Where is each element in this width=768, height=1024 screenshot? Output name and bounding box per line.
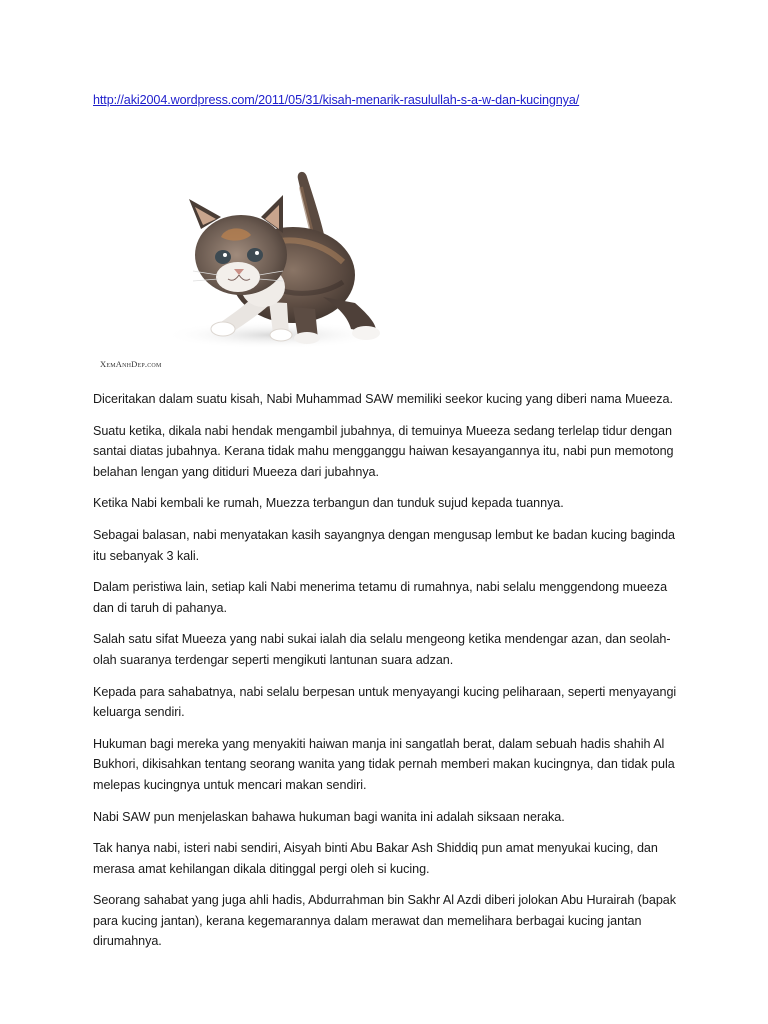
- paragraph: Ketika Nabi kembali ke rumah, Muezza terbangun dan tunduk sujud kepada tuannya.: [93, 496, 564, 511]
- paragraph: Hukuman bagi mereka yang menyakiti haiwan manja ini sangatlah berat, dalam sebuah hadis shahih Al Bukhori, dikisahkan tentang seorang wanita yang tidak pernah memberi makan kucingnya, dan tidak pula melepas kucingnya untuk mencari makan sendiri.: [93, 736, 675, 792]
- paragraph: Tak hanya nabi, isteri nabi sendiri, Aisyah binti Abu Bakar Ash Shiddiq pun amat menyukai kucing, dan merasa amat kehilangan dikala ditinggal pergi oleh si kucing.: [93, 841, 658, 876]
- article-body: [93, 389, 683, 963]
- paragraph: Suatu ketika, dikala nabi hendak mengambil jubahnya, di temuinya Mueeza sedang terlelap tidur dengan santai diatas jubahnya. Kerana tidak mahu mengganggu haiwan kesayangannya itu, nabi pun memotong belahan lengan yang ditiduri Mueeza dari jubahnya.: [93, 423, 674, 479]
- paragraph: Seorang sahabat yang juga ahli hadis, Abdurrahman bin Sakhr Al Azdi diberi jolokan Abu Hurairah (bapak para kucing jantan), kerana kegemarannya dalam merawat dan memelihara berbagai kucing jantan dirumahnya.: [93, 893, 676, 949]
- paragraph: Kepada para sahabatnya, nabi selalu berpesan untuk menyayangi kucing peliharaan, seperti menyayangi keluarga sendiri.: [93, 684, 677, 720]
- paragraph: Dalam peristiwa lain, setiap kali Nabi menerima tetamu di rumahnya, nabi selalu menggendong mueeza dan di taruh di pahanya.: [93, 580, 668, 615]
- paragraph: Nabi SAW pun menjelaskan bahawa hukuman bagi wanita ini adalah siksaan neraka.: [93, 809, 565, 824]
- paragraph: Diceritakan dalam suatu kisah, Nabi Muhammad SAW memiliki seekor kucing yang diberi nama Mueeza.: [93, 392, 673, 406]
- paragraph: Sebagai balasan, nabi menyatakan kasih sayangnya dengan mengusap lembut ke badan kucing baginda itu sebanyak 3 kali.: [93, 527, 675, 563]
- paragraph: Salah satu sifat Mueeza yang nabi sukai ialah dia selalu mengeong ketika mendengar azan, dan seolah-olah suaranya terdengar seperti mengikuti lantunan suara adzan.: [93, 632, 671, 667]
- kitten-photo: [93, 157, 403, 375]
- kitten-illustration: [93, 157, 403, 375]
- source-link[interactable]: http://aki2004.wordpress.com/2011/05/31/kisah-menarik-rasulullah-s-a-w-dan-kucingnya/: [93, 93, 580, 107]
- photo-watermark: XemAnhDep.com: [100, 359, 162, 369]
